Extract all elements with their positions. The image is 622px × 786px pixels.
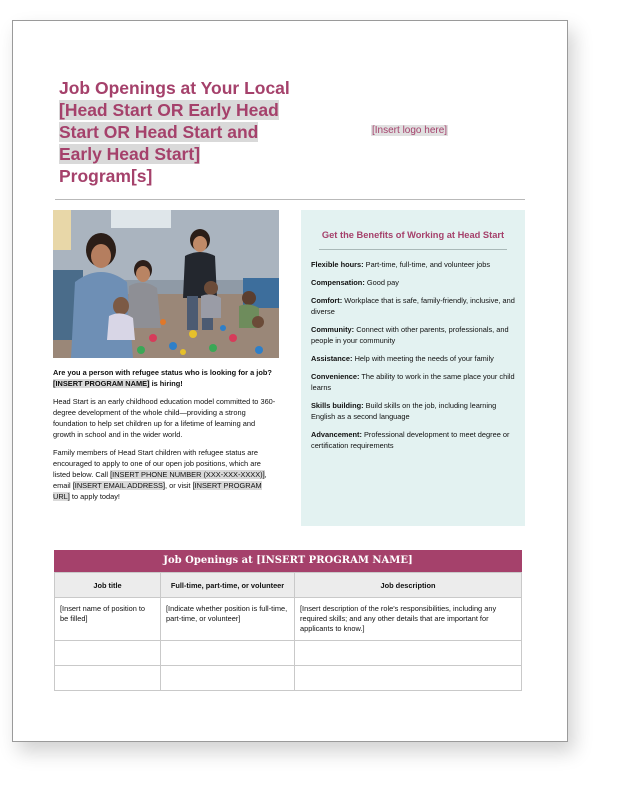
email-placeholder: [INSERT EMAIL ADDRESS] bbox=[72, 481, 166, 490]
benefit-label: Comfort: bbox=[311, 296, 343, 305]
table-cell bbox=[161, 641, 295, 666]
classroom-photo-illustration bbox=[53, 210, 279, 358]
title-line-3: Start OR Head Start and bbox=[59, 122, 259, 142]
benefit-label: Flexible hours: bbox=[311, 260, 364, 269]
benefit-item bbox=[311, 259, 515, 270]
table-row bbox=[55, 598, 522, 641]
benefit-label: Assistance: bbox=[311, 354, 353, 363]
intro-paragraph-2 bbox=[53, 447, 279, 502]
job-openings-table bbox=[54, 550, 522, 691]
table-cell bbox=[161, 666, 295, 691]
benefit-item bbox=[311, 295, 515, 317]
classroom-photo bbox=[53, 210, 279, 358]
phone-placeholder: [INSERT PHONE NUMBER (XXX-XXX-XXXX)] bbox=[110, 470, 265, 479]
benefit-item bbox=[311, 353, 515, 364]
cell-job-title: [Insert name of position to be filled] bbox=[55, 598, 161, 641]
cell-job-description: [Insert description of the role's responsibilities, including any required skills; and any other details that are important for applicants to know.] bbox=[295, 598, 522, 641]
table-row bbox=[55, 641, 522, 666]
intro-paragraph-2-text: Family members of Head Start children with refugee status are encouraged to apply to one of our open job positions, which are listed below. Call bbox=[53, 448, 261, 479]
table-cell bbox=[295, 666, 522, 691]
benefit-label: Community: bbox=[311, 325, 355, 334]
program-name-placeholder: [INSERT PROGRAM NAME] bbox=[53, 379, 150, 388]
benefits-divider bbox=[319, 249, 507, 250]
benefit-label: Skills building: bbox=[311, 401, 364, 410]
benefit-item bbox=[311, 324, 515, 346]
column-header-job-type: Full-time, part-time, or volunteer bbox=[161, 573, 295, 598]
column-header-job-title: Job title bbox=[55, 573, 161, 598]
benefit-text: Build skills on the job, including learning English as a second language bbox=[311, 401, 497, 421]
page-title bbox=[59, 77, 329, 187]
benefit-label: Convenience: bbox=[311, 372, 360, 381]
benefit-text: Connect with other parents, professionals, and people in your community bbox=[311, 325, 509, 345]
table-header-row bbox=[55, 573, 522, 598]
cell-job-type: [Indicate whether position is full-time, part-time, or volunteer] bbox=[161, 598, 295, 641]
intro-lead-end: is hiring! bbox=[151, 379, 183, 388]
table-caption: Job Openings at [INSERT PROGRAM NAME] bbox=[54, 550, 522, 572]
benefit-item bbox=[311, 429, 515, 451]
title-line-2: [Head Start OR Early Head bbox=[59, 100, 279, 120]
apply-text: to apply today! bbox=[71, 492, 120, 501]
header-divider bbox=[55, 199, 525, 200]
url-placeholder: [INSERT PROGRAM URL] bbox=[53, 481, 262, 501]
intro-lead-text: Are you a person with refugee status who is looking for a job? bbox=[53, 368, 272, 377]
benefit-item bbox=[311, 400, 515, 422]
document-page bbox=[12, 20, 568, 742]
table-row bbox=[55, 666, 522, 691]
benefit-text: Help with meeting the needs of your family bbox=[354, 354, 494, 363]
email-connector: , email bbox=[53, 470, 267, 490]
column-header-job-description: Job description bbox=[295, 573, 522, 598]
benefits-panel bbox=[301, 210, 525, 526]
benefit-text: The ability to work in the same place your child learns bbox=[311, 372, 515, 392]
benefit-text: Good pay bbox=[366, 278, 399, 287]
benefit-item bbox=[311, 277, 515, 288]
benefit-label: Advancement: bbox=[311, 430, 362, 439]
table-cell bbox=[55, 666, 161, 691]
benefit-item bbox=[311, 371, 515, 393]
title-line-1: Job Openings at Your Local bbox=[59, 78, 290, 98]
benefit-text: Part-time, full-time, and volunteer jobs bbox=[365, 260, 491, 269]
url-connector: , or visit bbox=[165, 481, 191, 490]
intro-lead bbox=[53, 367, 279, 389]
intro-column bbox=[53, 367, 279, 509]
benefit-text: Professional development to meet degree or certification requirements bbox=[311, 430, 510, 450]
table-cell bbox=[295, 641, 522, 666]
title-line-4: Early Head Start] bbox=[59, 144, 201, 164]
benefit-label: Compensation: bbox=[311, 278, 365, 287]
intro-paragraph-1: Head Start is an early childhood education model committed to 360-degree development of the whole child—providing a strong foundation to help set children up for a lifetime of learning and growth in school and in the wider world. bbox=[53, 397, 276, 439]
title-line-5: Program[s] bbox=[59, 166, 153, 186]
logo-placeholder: [Insert logo here] bbox=[372, 125, 448, 136]
benefits-heading: Get the Benefits of Working at Head Start bbox=[321, 230, 505, 240]
table-cell bbox=[55, 641, 161, 666]
benefit-text: Workplace that is safe, family-friendly, inclusive, and diverse bbox=[311, 296, 515, 316]
